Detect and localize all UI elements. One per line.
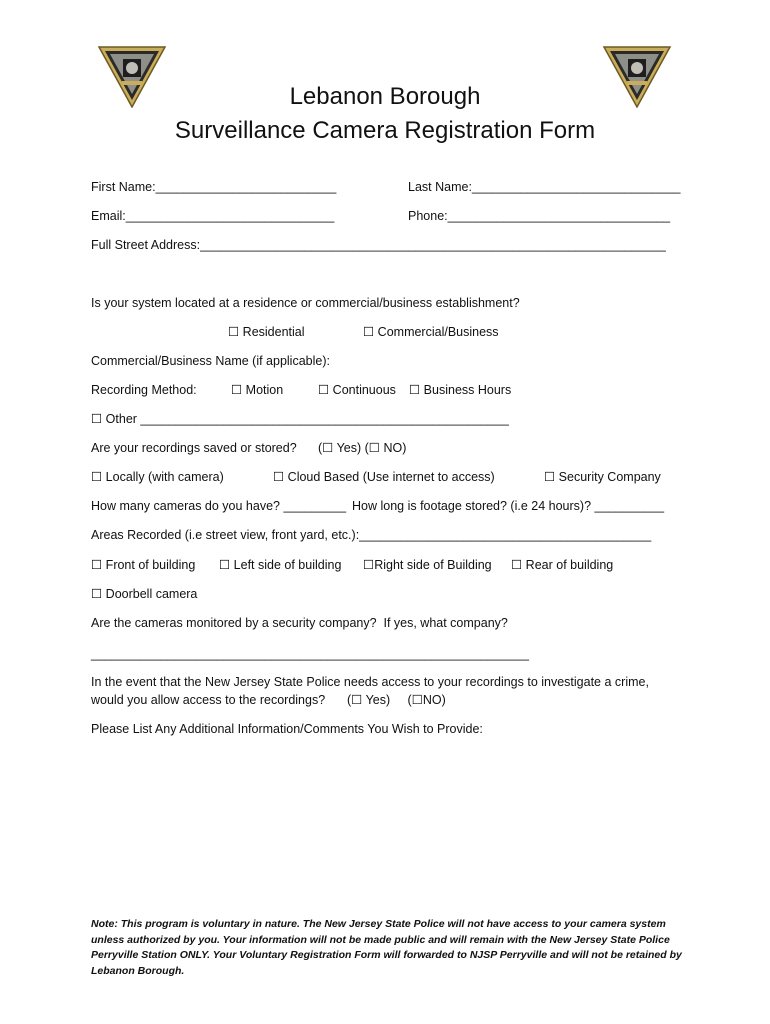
residential-checkbox[interactable]: ☐ Residential — [228, 325, 305, 339]
recordings-saved-question: Are your recordings saved or stored? — [91, 441, 297, 455]
access-yes-no-options[interactable]: (☐ Yes) (☐NO) — [347, 693, 446, 707]
location-question: Is your system located at a residence or commercial/business establishment? — [91, 296, 520, 310]
cloud-based-checkbox[interactable]: ☐ Cloud Based (Use internet to access) — [273, 470, 495, 484]
recording-method-label: Recording Method: — [91, 383, 197, 397]
last-name-field[interactable]: Last Name:______________________________ — [408, 180, 681, 194]
access-question-line1: In the event that the New Jersey State Police needs access to your recordings to investigate a crime, — [91, 675, 649, 689]
saved-yes-no-options[interactable]: (☐ Yes) (☐ NO) — [318, 441, 407, 455]
form-title-line2: Surveillance Camera Registration Form — [174, 117, 596, 144]
left-side-checkbox[interactable]: ☐ Left side of building — [219, 558, 342, 572]
business-name-field[interactable]: Commercial/Business Name (if applicable): — [91, 354, 330, 368]
access-question-line2: would you allow access to the recordings? — [91, 693, 326, 707]
motion-checkbox[interactable]: ☐ Motion — [231, 383, 284, 397]
monitoring-company-field[interactable]: _______________________________________________________________ — [91, 647, 529, 661]
footage-duration-field[interactable]: How long is footage stored? (i.e 24 hours)? __________ — [352, 499, 665, 513]
front-of-building-checkbox[interactable]: ☐ Front of building — [91, 558, 196, 572]
voluntary-program-note: Note: This program is voluntary in nature. The New Jersey State Police will not have access to your camera system unless authorized by you. Your information will not be made public and will remain with the New Jersey State Police Perryville Station ONLY. Your Voluntary Registration Form will forwarded to NJSP Perryville and will not be retained by Lebanon Borough. — [91, 918, 682, 977]
commercial-business-checkbox[interactable]: ☐ Commercial/Business — [363, 325, 499, 339]
first-name-field[interactable]: First Name:__________________________ — [91, 180, 337, 194]
additional-comments-label: Please List Any Additional Information/Comments You Wish to Provide: — [91, 722, 483, 736]
form-title-line1: Lebanon Borough — [289, 83, 481, 110]
business-hours-checkbox[interactable]: ☐ Business Hours — [409, 383, 512, 397]
areas-recorded-field[interactable]: Areas Recorded (i.e street view, front yard, etc.):__________________________________________ — [91, 528, 652, 542]
rear-of-building-checkbox[interactable]: ☐ Rear of building — [511, 558, 614, 572]
doorbell-camera-checkbox[interactable]: ☐ Doorbell camera — [91, 587, 198, 601]
monitored-question: Are the cameras monitored by a security company? If yes, what company? — [91, 616, 508, 630]
email-field[interactable]: Email:______________________________ — [91, 209, 335, 223]
full-street-address-field[interactable]: Full Street Address:___________________________________________________________________ — [91, 238, 666, 252]
right-side-checkbox[interactable]: ☐Right side of Building — [363, 558, 492, 572]
other-method-field[interactable]: ☐ Other _____________________________________________________ — [91, 412, 509, 426]
locally-checkbox[interactable]: ☐ Locally (with camera) — [91, 470, 224, 484]
security-company-checkbox[interactable]: ☐ Security Company — [544, 470, 661, 484]
camera-count-field[interactable]: How many cameras do you have? _________ — [91, 499, 347, 513]
continuous-checkbox[interactable]: ☐ Continuous — [318, 383, 396, 397]
phone-field[interactable]: Phone:________________________________ — [408, 209, 671, 223]
